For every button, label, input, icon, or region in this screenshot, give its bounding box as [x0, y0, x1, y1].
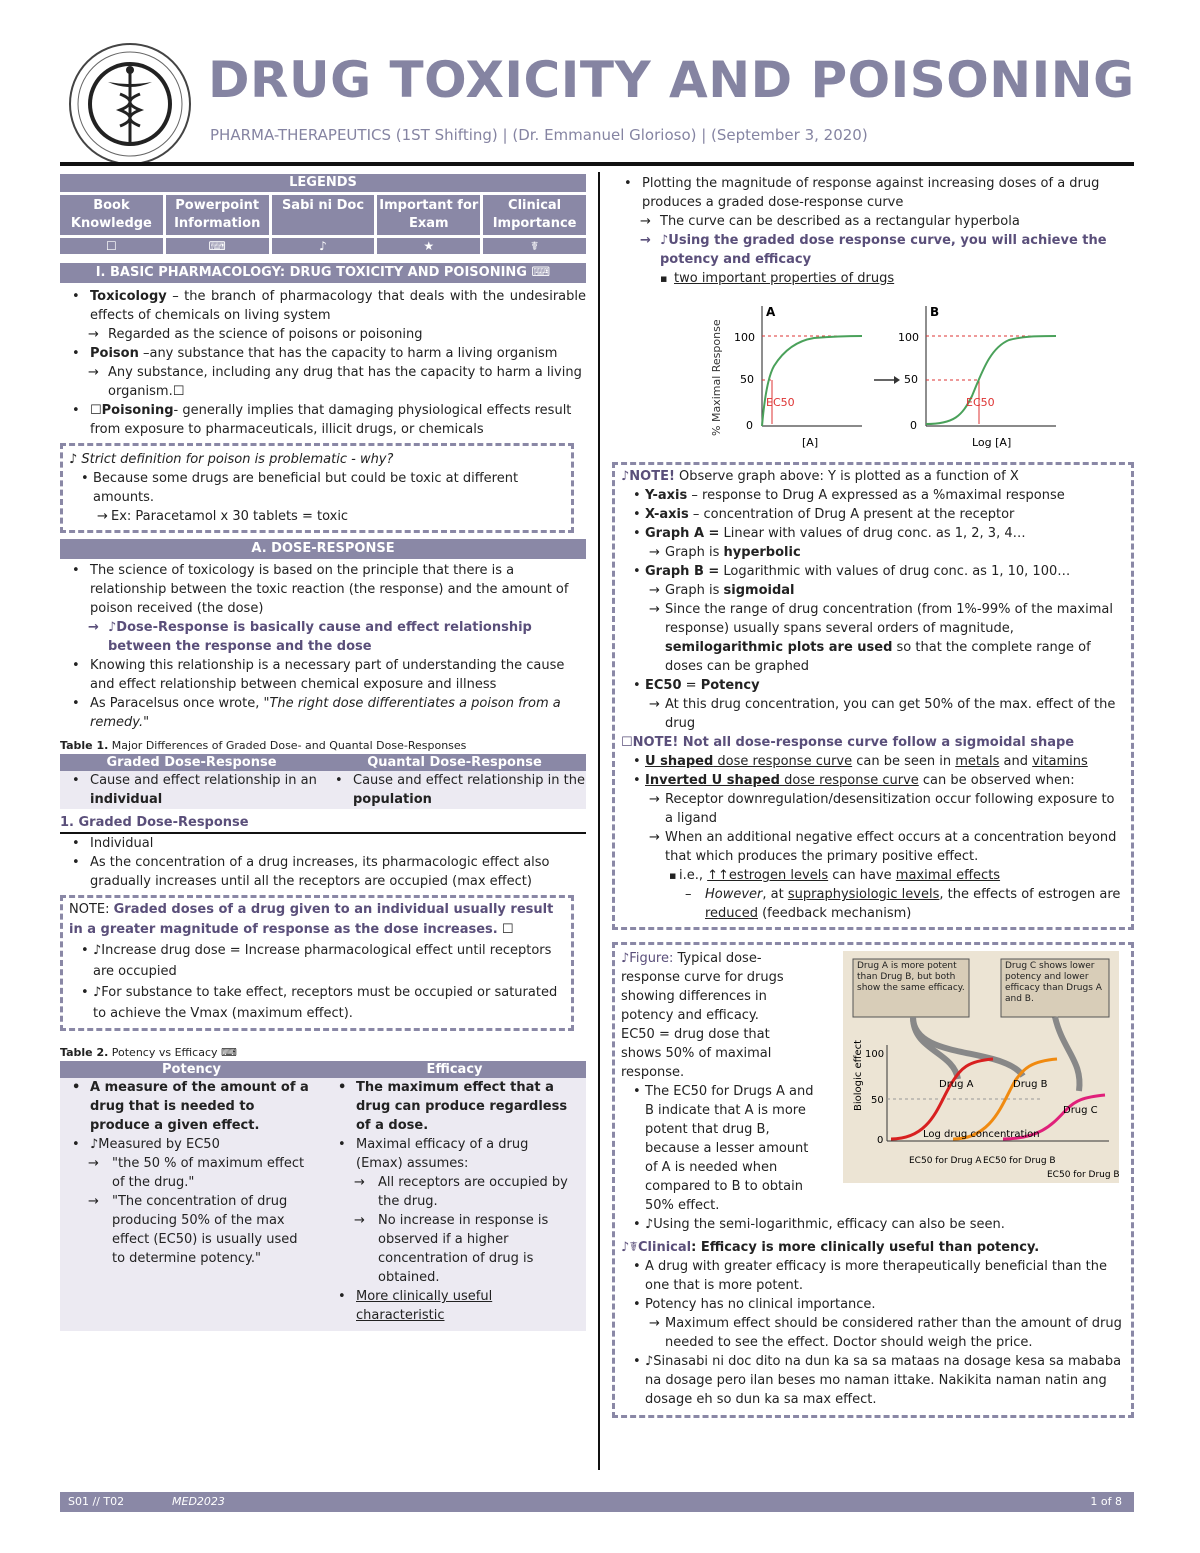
- table-1-row: [60, 771, 586, 809]
- list-item: → All receptors are occupied by the drug.: [326, 1173, 578, 1211]
- list-item: → Any substance, including any drug that has the capacity to harm a living organism.☐: [60, 363, 586, 401]
- term-toxicology: Toxicology: [90, 289, 167, 304]
- def-poison: –any substance that has the capacity to harm a living organism: [138, 346, 558, 361]
- cell-bold: population: [353, 792, 432, 807]
- table-col-header: Efficacy: [426, 1062, 483, 1077]
- term: Graph B =: [645, 564, 720, 579]
- list-item: [621, 543, 1125, 562]
- ec50-label: EC50: [766, 396, 795, 409]
- box-poison-definition: [60, 443, 574, 533]
- text: supraphysiologic levels: [787, 887, 940, 902]
- list-item: [621, 581, 1125, 600]
- list-item: • The maximum effect that a drug can produce regardless of a dose.: [326, 1078, 578, 1135]
- list-item: [621, 562, 1125, 581]
- def-toxicology: – the branch of pharmacology that deals with the undesirable effects of chemicals on living system: [90, 289, 586, 323]
- term: Graph A =: [645, 526, 720, 541]
- def: – response to Drug A expressed as a %maximal response: [687, 488, 1065, 503]
- def: Logarithmic with values of drug conc. as 1, 10, 100…: [719, 564, 1071, 579]
- graph-ylabel: % Maximal Response: [710, 319, 723, 436]
- list-item: • Individual: [60, 834, 586, 853]
- text: can be seen in: [852, 754, 956, 769]
- ec50-definition: EC50 = drug dose that shows 50% of maximal response.: [621, 1027, 772, 1080]
- book-icon: ☐: [60, 238, 163, 254]
- caption-label: Table 1.: [60, 739, 109, 752]
- list-item: • ♪Using the semi-logarithmic, efficacy can also be seen.: [621, 1215, 1125, 1234]
- y-tick: 0: [746, 419, 753, 432]
- caduceus-icon: ☤: [483, 238, 586, 254]
- list-item: → Regarded as the science of poisons or poisoning: [60, 325, 586, 344]
- list-item: → "the 50 % of maximum effect of the drug.": [60, 1154, 312, 1192]
- def: – concentration of Drug A present at the receptor: [688, 507, 1015, 522]
- paracelsus-quote: The right dose differentiates a poison from a remedy.": [90, 696, 561, 730]
- list-item: [60, 401, 586, 439]
- def-poisoning: - generally implies that damaging physiological effects result from exposure to pharmaceuticals, illicit drugs, or chemicals: [90, 403, 572, 437]
- list-item: • ♪For substance to take effect, receptors must be occupied or saturated to achieve the Vmax (maximum effect).: [69, 982, 565, 1024]
- list-item: → Receptor downregulation/desensitization occur following exposure to a ligand: [621, 790, 1125, 828]
- text: so that the complete range of doses can be graphed: [665, 640, 1091, 674]
- table-2-caption: [60, 1045, 586, 1061]
- table-cell: [326, 1078, 586, 1325]
- text: =: [681, 678, 701, 693]
- footer-bar: [60, 1492, 1134, 1512]
- legend-title: LEGENDS: [60, 174, 586, 192]
- figure-text: Typical dose-response curve for drugs showing differences in potency and efficacy.: [621, 951, 784, 1023]
- star-icon: ★: [377, 238, 480, 254]
- text: metals: [955, 754, 1000, 769]
- legend-grid: [60, 195, 586, 254]
- clinical-text: : Efficacy is more clinically useful than potency.: [691, 1240, 1040, 1255]
- list-item: • Knowing this relationship is a necessary part of understanding the cause and effect relationship between chemical exposure and illness: [60, 656, 586, 694]
- y-tick: 100: [734, 331, 755, 344]
- list-item: • The science of toxicology is based on the principle that there is a relationship between the toxic reaction (the response) and the amount of poison received (the dose): [60, 561, 586, 618]
- list-item: [621, 524, 1125, 543]
- text: reduced: [705, 906, 758, 921]
- list-item: [621, 866, 1125, 885]
- term: Potency: [700, 678, 760, 693]
- table-2-row: [60, 1078, 586, 1331]
- caption-label: Table 2.: [60, 1046, 109, 1059]
- x-label: [A]: [802, 436, 819, 449]
- text: can have: [828, 868, 896, 883]
- graph-ylabel: Biologic effect: [853, 1039, 864, 1111]
- list-item: • More clinically useful characteristic: [326, 1287, 578, 1325]
- figure-caption: [621, 949, 797, 1025]
- y-tick: 100: [865, 1049, 885, 1060]
- section-1-title: I. BASIC PHARMACOLOGY: DRUG TOXICITY AND POISONING ⌨: [60, 263, 586, 283]
- box-graded-note: [60, 895, 574, 1031]
- list-item: [621, 752, 1125, 771]
- list-item: ▪ two important properties of drugs: [612, 269, 1134, 288]
- text: , at: [762, 887, 788, 902]
- table-1-caption: [60, 738, 586, 754]
- column-divider: [598, 172, 600, 1470]
- ec50-drug-a: EC50 for Drug A: [909, 1156, 982, 1166]
- x-label: Log [A]: [972, 436, 1012, 449]
- note-text: [69, 900, 565, 940]
- ec50-label: EC50: [966, 396, 995, 409]
- graded-list: [60, 834, 586, 891]
- list-item: [621, 486, 1125, 505]
- list-item: • Potency has no clinical importance.: [621, 1295, 1125, 1314]
- note-title: [621, 467, 1125, 486]
- y-tick: 100: [898, 331, 919, 344]
- figure-label: ♪Figure:: [621, 951, 674, 966]
- left-column: [60, 174, 586, 1331]
- list-item: • ♪Sinasabi ni doc dito na dun ka sa sa mataas na dosage kesa sa mababa na dosage pero ilan beses mo naman ittake. Nakikita naman natin ang dosage eh so dun ka sa max effect.: [621, 1352, 1125, 1409]
- list-item: • Because some drugs are beneficial but could be toxic at different amounts.: [69, 469, 565, 507]
- graded-title: 1. Graded Dose-Response: [60, 813, 586, 834]
- list-item: • Maximal efficacy of a drug (Emax) assumes:: [326, 1135, 578, 1173]
- x-label: Log drug concentration: [923, 1129, 1040, 1140]
- legend-important-exam: Important for Exam: [377, 195, 480, 235]
- list-item: → At this drug concentration, you can get 50% of the max. effect of the drug: [621, 695, 1125, 733]
- table-2-header: [60, 1061, 586, 1078]
- term: X-axis: [645, 507, 689, 522]
- def: Linear with values of drug conc. as 1, 2, 3, 4…: [719, 526, 1026, 541]
- table-col-header: Potency: [162, 1062, 221, 1077]
- section-1-list: [60, 287, 586, 439]
- y-tick: 50: [740, 373, 754, 386]
- hyperbolic-curve: [762, 336, 862, 426]
- footer-code: S01 // T02: [68, 1495, 125, 1508]
- logo-seal: [68, 42, 192, 166]
- text: maximal effects: [895, 868, 1001, 883]
- list-item: → When an additional negative effect occurs at a concentration beyond that which produces the primary positive effect.: [621, 828, 1125, 866]
- term: U shaped: [645, 754, 714, 769]
- text: (feedback mechanism): [757, 906, 912, 921]
- section-a-list: [60, 561, 586, 732]
- list-item: • As the concentration of a drug increases, its pharmacologic effect also gradually increases until all the receptors are occupied (max effect): [60, 853, 586, 891]
- keyboard-icon: ⌨: [166, 238, 269, 254]
- legend-sabi-ni-doc: Sabi ni Doc: [272, 195, 375, 235]
- y-tick: 50: [871, 1095, 884, 1106]
- cell-bold: individual: [90, 792, 163, 807]
- box-figure: [612, 942, 1134, 1418]
- graph-note-1: Drug A is more potent than Drug B, but both show the same efficacy.: [857, 961, 965, 993]
- y-tick: 0: [910, 419, 917, 432]
- term: Y-axis: [645, 488, 688, 503]
- table-cell: [60, 1078, 326, 1325]
- text: and: [999, 754, 1033, 769]
- page-subtitle: PHARMA-THERAPEUTICS (1ST Shifting) | (Dr. Emmanuel Glorioso) | (September 3, 2020): [210, 126, 868, 144]
- page-number: 1 of 8: [1090, 1495, 1122, 1508]
- list-item: → Maximum effect should be considered rather than the amount of drug needed to see the effect. Doctor should weigh the price.: [621, 1314, 1125, 1352]
- bold: semilogarithmic plots are used: [665, 640, 893, 655]
- list-item: • A measure of the amount of a drug that is needed to produce a given effect.: [60, 1078, 312, 1135]
- table-1-header: [60, 754, 586, 771]
- text: ↑↑estrogen levels: [707, 868, 829, 883]
- legend-powerpoint: Powerpoint Information: [166, 195, 269, 235]
- list-item: [60, 694, 586, 732]
- quote-lead: As Paracelsus once wrote, ": [90, 696, 270, 711]
- footer-batch: MED2023: [172, 1495, 225, 1508]
- note-text: Observe graph above: Y is plotted as a function of X: [674, 469, 1019, 484]
- list-item: → Ex: Paracetamol x 30 tablets = toxic: [69, 507, 565, 526]
- list-item: → "The concentration of drug producing 50% of the max effect (EC50) is usually used to determine potency.": [60, 1192, 312, 1268]
- table-col-header: Quantal Dose-Response: [367, 755, 542, 770]
- list-item: [621, 885, 1125, 923]
- term: Inverted U shaped: [645, 773, 780, 788]
- bold: sigmoidal: [723, 583, 795, 598]
- graded-dose-response-graph: [704, 296, 1064, 456]
- cell-text: Cause and effect relationship in the: [353, 773, 585, 788]
- text: can be observed when:: [918, 773, 1075, 788]
- list-item: → No increase in response is observed if a higher concentration of drug is obtained.: [326, 1211, 578, 1287]
- graph-note-2: Drug C shows lower potency and lower efficacy than Drugs A and B.: [1005, 961, 1102, 1004]
- drug-b-curve: [953, 1059, 1057, 1139]
- caption-text: Potency vs Efficacy ⌨: [108, 1046, 237, 1059]
- list-item: → ♪Using the graded dose response curve, you will achieve the potency and efficacy: [612, 231, 1134, 269]
- ec50-drug-b: EC50 for Drug B: [983, 1156, 1056, 1166]
- figure-graph: [843, 951, 1119, 1183]
- text: Graph is: [665, 545, 724, 560]
- text: dose response curve: [713, 754, 853, 769]
- music-note-icon: ♪: [272, 238, 375, 254]
- list-item: → ♪Dose-Response is basically cause and effect relationship between the response and the dose: [60, 618, 586, 656]
- list-item: • Plotting the magnitude of response against increasing doses of a drug produces a graded dose-response curve: [612, 174, 1134, 212]
- y-tick: 50: [904, 373, 918, 386]
- text: , the effects of estrogen are: [939, 887, 1121, 902]
- drug-c-label: Drug C: [1063, 1105, 1098, 1116]
- dose-response-curve-list: [612, 174, 1134, 288]
- list-item: [60, 344, 586, 363]
- text: Graph is: [665, 583, 724, 598]
- list-item: [621, 676, 1125, 695]
- legend-book-knowledge: Book Knowledge: [60, 195, 163, 235]
- box-title: ♪ Strict definition for poison is problematic - why?: [69, 452, 394, 467]
- text: Since the range of drug concentration (from 1%-99% of the maximal response) usually spans several orders of magnitude,: [665, 602, 1113, 636]
- drug-b-label: Drug B: [1013, 1079, 1048, 1090]
- table-cell: [323, 771, 586, 809]
- term-poison: Poison: [90, 346, 139, 361]
- clinical-label: ♪☤Clinical: [621, 1240, 692, 1255]
- book-icon: ☐: [497, 922, 514, 937]
- drug-a-label: Drug A: [939, 1079, 974, 1090]
- note-lead: NOTE:: [69, 902, 114, 917]
- text: vitamins: [1032, 754, 1088, 769]
- y-tick: 0: [877, 1135, 884, 1146]
- clinical-title: [621, 1238, 1125, 1257]
- list-item: • ♪Increase drug dose = Increase pharmacological effect until receptors are occupied: [69, 940, 565, 982]
- list-item: [60, 287, 586, 325]
- note-subtitle: ☐NOTE! Not all dose-response curve follow a sigmoidal shape: [621, 735, 1075, 750]
- list-item: [621, 600, 1125, 676]
- list-item: → The curve can be described as a rectangular hyperbola: [612, 212, 1134, 231]
- page-title: DRUG TOXICITY AND POISONING: [208, 51, 1135, 109]
- section-a-title: A. DOSE-RESPONSE: [60, 539, 586, 559]
- list-item: [621, 771, 1125, 790]
- caption-text: Major Differences of Graded Dose- and Quantal Dose-Responses: [108, 739, 467, 752]
- list-item: [621, 505, 1125, 524]
- note-bold: Graded doses of a drug given to an individual usually result in a greater magnitude of response as the dose increases.: [69, 902, 554, 937]
- panel-a-label: A: [766, 305, 776, 319]
- bold: hyperbolic: [723, 545, 801, 560]
- term-poisoning: ☐Poisoning: [90, 403, 174, 418]
- text: i.e.,: [679, 868, 708, 883]
- box-graph-note: [612, 462, 1134, 930]
- text: However: [705, 887, 763, 902]
- list-item: • A drug with greater efficacy is more therapeutically beneficial than the one that is more potent.: [621, 1257, 1125, 1295]
- term: EC50: [645, 678, 682, 693]
- right-column: [612, 174, 1134, 1418]
- legend-clinical: Clinical Importance: [483, 195, 586, 235]
- list-item: • ♪Measured by EC50: [60, 1135, 312, 1154]
- table-col-header: Graded Dose-Response: [106, 755, 277, 770]
- table-cell: [60, 771, 323, 809]
- panel-b-label: B: [930, 305, 940, 319]
- header-rule: [60, 162, 1134, 166]
- list-item: • The EC50 for Drugs A and B indicate that A is more potent that drug B, because a lesser amount of A is needed when compared to B to obtain 50% effect.: [621, 1082, 821, 1215]
- ec50-drug-c: EC50 for Drug B: [1047, 1170, 1119, 1180]
- note-label: ♪NOTE!: [621, 469, 675, 484]
- cell-text: Cause and effect relationship in an: [90, 773, 317, 788]
- text: dose response curve: [779, 773, 919, 788]
